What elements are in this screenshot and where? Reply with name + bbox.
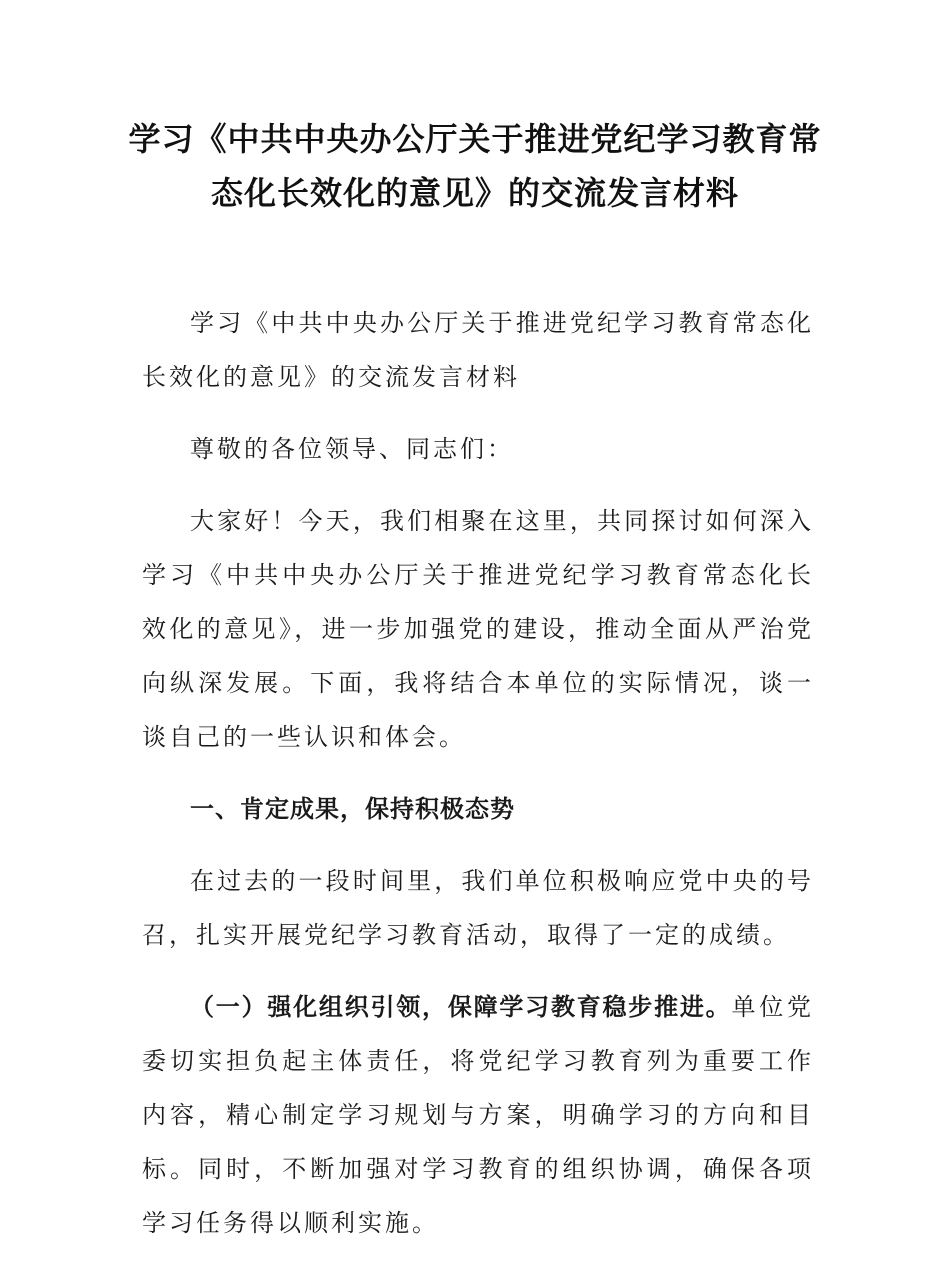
section-intro-paragraph: 在过去的一段时间里，我们单位积极响应党中央的号召，扎实开展党纪学习教育活动，取得了一定的成绩。: [142, 867, 814, 949]
subsection-paragraph-1: [142, 980, 814, 1250]
subsection-body-1: 单位党委切实担负起主体责任，将党纪学习教育列为重要工作内容，精心制定学习规划与方案，明确学习的方向和目标。同时，不断加强对学习教育的组织协调，确保各项学习任务得以顺利实施。: [142, 993, 815, 1237]
subsection-lead-1: （一）强化组织引领，保障学习教育稳步推进。: [190, 993, 732, 1021]
section-heading-1: 一、肯定成果，保持积极态势: [190, 795, 515, 823]
opening-paragraph: 大家好！今天，我们相聚在这里，共同探讨如何深入学习《中共中央办公厅关于推进党纪学习教育常态化长效化的意见》，进一步加强党的建设，推动全面从严治党向纵深发展。下面，我将结合本单位的实际情况，谈一谈自己的一些认识和体会。: [142, 507, 814, 751]
document-title: 学习《中共中央办公厅关于推进党纪学习教育常态化长效化的意见》的交流发言材料: [128, 120, 822, 212]
document-body: [142, 296, 814, 1268]
title-repeat-paragraph: 学习《中共中央办公厅关于推进党纪学习教育常态化长效化的意见》的交流发言材料: [142, 309, 814, 391]
salutation-paragraph: 尊敬的各位领导、同志们：: [190, 435, 514, 463]
